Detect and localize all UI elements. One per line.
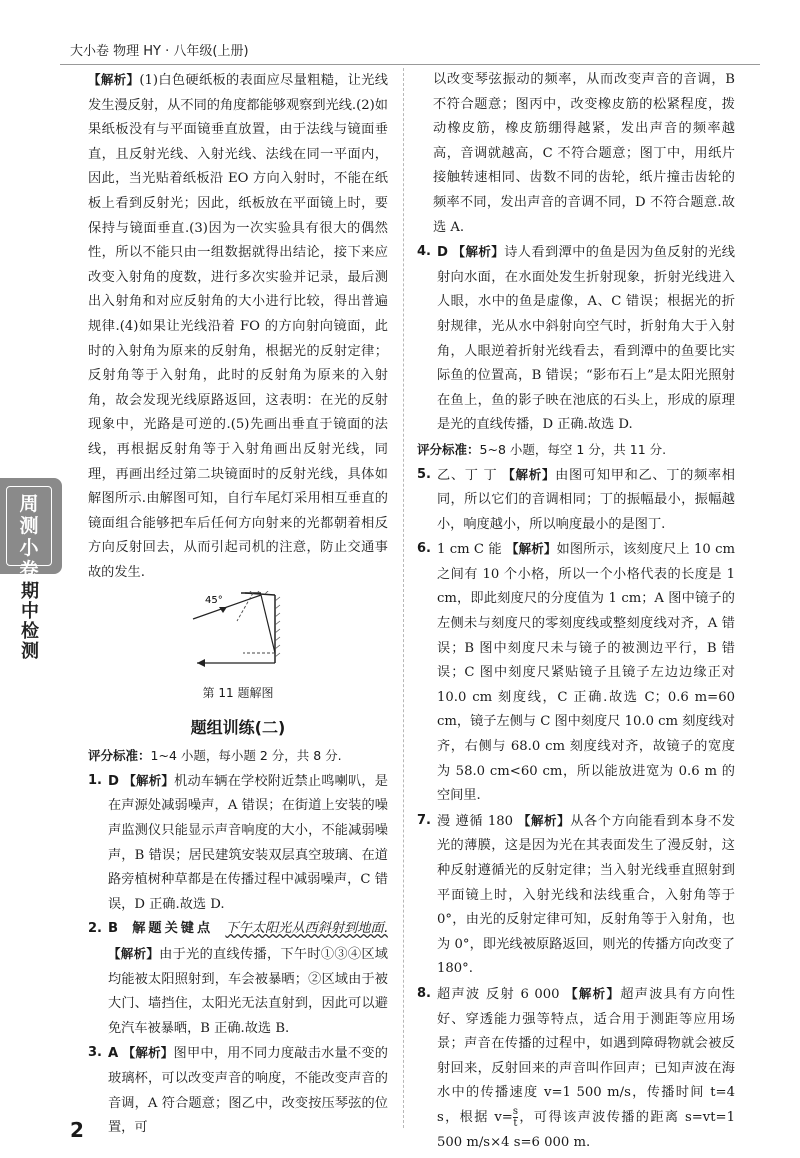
- side-section-label: [10, 582, 50, 662]
- side-tab-frame: [6, 486, 52, 581]
- key-point-text: 下午太阳光从西斜射到地面.: [225, 921, 388, 937]
- column-divider: [403, 68, 404, 1128]
- item-answer: 1 cm C 能: [436, 542, 502, 558]
- item-body: [437, 240, 735, 438]
- section-title: 题组训练(二): [190, 717, 286, 737]
- item-body: [437, 537, 735, 809]
- analysis-tag: 【解析】: [88, 72, 140, 87]
- item-number: 6.: [417, 541, 431, 557]
- side-tab-char: 测: [19, 515, 39, 537]
- analysis-tag: 【解析】: [505, 541, 557, 557]
- item-answer: D: [436, 245, 448, 261]
- normal-line-1: [237, 593, 253, 621]
- q11-analysis: [88, 68, 388, 585]
- side-label-char: 检: [21, 621, 39, 642]
- figure-caption: 第 11 题解图: [202, 686, 274, 701]
- side-tab-char: 小: [19, 537, 39, 559]
- side-label-char: 中: [21, 601, 39, 622]
- key-point-label: 解题关键点: [132, 921, 214, 937]
- answer-item-2: [88, 917, 388, 1041]
- page-number: 2: [70, 1118, 84, 1142]
- item-analysis: 以改变琴弦振动的频率，从而改变声音的音调，B 不符合题意；图丙中，改变橡皮筋的松紧程度，拨动橡皮筋，橡皮筋绷得越紧，发出声音的频率越高，音调就越高，C 不符合题意；图丁中，用纸片接触转速相同、齿数不同的齿轮，纸片撞击齿轮的频率不同，发出声音的音调不同，D 不符合题意.故选 A.: [433, 72, 735, 235]
- score-label: 评分标准：: [88, 748, 151, 764]
- item-answer: B: [107, 921, 119, 937]
- item-answer: D: [107, 773, 119, 789]
- item-analysis: 由图可知甲和乙、丁的频率相同，所以它们的音调相同；丁的振幅最小，振幅越小，响度越小，所以响度最小的是图丁.: [436, 467, 735, 532]
- side-tab-text: [7, 493, 51, 581]
- answer-item-3: [88, 1041, 388, 1140]
- analysis-tag: 【解析】: [452, 244, 505, 260]
- header-divider: [60, 64, 760, 65]
- item-body: [108, 769, 388, 918]
- item-number: 4.: [417, 244, 431, 260]
- analysis-tag: 【解析】: [517, 812, 571, 828]
- answer-item-6: [417, 537, 735, 809]
- analysis-tag: 【解析】: [565, 985, 621, 1001]
- item-analysis: 从各个方向能看到本身不发光的薄膜，这是因为光在其表面发生了漫反射，这种反射遵循光的反射定律；当入射光线垂直照射到平面镜上时，入射光线和法线重合，入射角等于 0°，由光的反射定律可知，反射角等于入射角，也为 0°，即光线被原路返回，则光的传播方向改变了 180°.: [436, 813, 735, 977]
- score-criteria: [88, 744, 388, 769]
- side-tab-char: 周: [19, 493, 39, 515]
- reflected-ray-1: [261, 595, 275, 653]
- score-text: 1~4 小题，每小题 2 分，共 8 分.: [150, 748, 342, 764]
- mirror-reflection-diagram: [183, 591, 293, 673]
- side-tab-char: 卷: [19, 559, 39, 581]
- q11-analysis-text: (1)白色硬纸板的表面应尽量粗糙，让光线发生漫反射，从不同的角度都能够观察到光线.(2)如果纸板没有与平面镜垂直放置，由于法线与镜面垂直，且反射光线、入射光线、法线在同一平面内，因此，当光贴着纸板沿 EO 方向入射时，不能在纸板上看到反射光；因此，纸板放在平面镜上时，要保持与镜面垂直.(3)因为一次实验具有很大的偶然性，所以不能只由一组数据就得出结论，接下来应改变入射角的度数，进行多次实验并记录，最后测出入射角和对应反射角的大小进行比较，得出普遍规律.(4)如果让光线沿着 FO 的方向射向镜面，此时的入射角为原来的反射角，根据光的反射定律；反射角等于入射角，此时的反射角为原来的入射角，故会发现光线原路返回，这表明：在光的反射现象中，光路是可逆的.(5)先画出垂直于镜面的法线，再根据反射角等于入射角画出反射光线，同理，再画出经过第二块镜面时的反射光线，具体如解图所示.由解图可知，自行车尾灯采用相互垂直的镜面组合能够把车后任何方向射来的光都朝着相反方向反射回去，从而引起司机的注意，防止交通事故的发生.: [88, 73, 388, 580]
- side-label-char: 测: [21, 641, 39, 662]
- item-analysis: 图甲中，用不同力度敲击水量不变的玻璃杯，可以改变声音的响度，不能改变声音的音调，A 符合题意；图乙中，改变按压琴弦的位置，可: [107, 1046, 388, 1136]
- item-answer: 漫 遵循 180: [436, 813, 514, 829]
- answer-item-1: [88, 769, 388, 918]
- item-analysis: 机动车辆在学校附近禁止鸣喇叭，是在声源处减弱噪声，A 错误；在街道上安装的噪声监测仪只能显示声音响度的大小，不能减弱噪声，B 错误；居民建筑安装双层真空玻璃、在道路旁植树种草都是在传播过程中减弱噪声，C 错误，D 正确.故选 D.: [107, 773, 388, 912]
- page-header: [70, 40, 760, 64]
- item-number: 1.: [88, 772, 102, 788]
- header-text: 大小卷 物理 HY · 八年级(上册): [70, 44, 249, 59]
- left-column: [88, 68, 388, 1141]
- item-body: [108, 917, 388, 1041]
- analysis-tag: 【解析】: [123, 772, 175, 788]
- item-body: [437, 982, 735, 1155]
- analysis-tag: 【解析】: [502, 466, 556, 482]
- score-label: 评分标准：: [417, 441, 480, 457]
- item-answer: 超声波 反射 6 000: [436, 986, 560, 1002]
- outgoing-arrow: [197, 659, 205, 667]
- item-analysis: 超声波具有方向性好、穿透能力强等特点，适合用于测距等应用场景；声音在传播的过程中，如遇到障碍物就会被反射回来，反射回来的声音叫作回声；已知声波在海水中的传播速度 v=1 500 m/s，传播时间 t=4 s，根据 v=: [436, 986, 735, 1125]
- answer-item-7: [417, 809, 735, 982]
- side-label-char: 期: [21, 581, 39, 602]
- answer-item-4: [417, 240, 735, 438]
- item-number: 7.: [417, 812, 431, 828]
- item-body: [108, 1041, 388, 1140]
- side-tab: [0, 478, 62, 581]
- angle-label: 45°: [205, 595, 223, 607]
- answer-item-8: [417, 982, 735, 1155]
- item-answer: A: [107, 1046, 119, 1062]
- score-text: 5~8 小题，每空 1 分，共 11 分.: [479, 441, 667, 457]
- analysis-tag: 【解析】: [107, 946, 160, 961]
- item-number: 3.: [88, 1045, 102, 1061]
- right-column: [417, 68, 735, 1155]
- item-number: 5.: [417, 466, 431, 482]
- item-answer: 乙、丁 丁: [436, 467, 498, 483]
- item-analysis: 如图所示，该刻度尺上 10 cm 之间有 10 个小格，所以一个小格代表的长度是 1 cm，即此刻度尺的分度值为 1 cm；A 图中镜子的左侧未与刻度尺的零刻度线或整刻度线对齐，A 错误；B 图中刻度尺未与镜子的被测边平行，B 错误；C 图中刻度尺紧贴镜子且镜子左边边缘正对 10.0 cm 刻度线，C 正确.故选 C；0.6 m=60 cm，镜子左侧与 C 图中刻度尺 10.0 cm 刻度线对齐，右侧与 68.0 cm 刻度线对齐，故镜子的宽度为 58.0 cm<60 cm，所以能放进宽为 0.6 m 的空间里.: [436, 542, 735, 804]
- analysis-tag: 【解析】: [122, 1045, 174, 1061]
- q3-continuation: [417, 68, 735, 240]
- score-criteria: [417, 438, 735, 463]
- fraction-denominator: t: [513, 1117, 518, 1129]
- item-body: [437, 809, 735, 982]
- item-analysis: 由于光的直线传播，下午时①③④区域均能被太阳照射到，车会被暴晒；②区域由于被大门、墙挡住，太阳光无法直射到，因此可以避免汽车被暴晒，B 正确.故选 B.: [107, 947, 388, 1036]
- item-number: 8.: [417, 985, 431, 1001]
- item-analysis: 诗人看到潭中的鱼是因为鱼反射的光线射向水面，在水面处发生折射现象，折射光线进入人眼，水中的鱼是虚像，A、C 错误；根据光的折射规律，光从水中斜射向空气时，折射角大于入射角，人眼逆着折射光线看去，看到潭中的鱼要比实际鱼的位置高，B 错误；“影布石上”是太阳光照射在鱼上，鱼的影子映在池底的石头上，形成的原理是光的直线传播，D 正确.故选 D.: [436, 245, 735, 433]
- item-analysis-end: ，可得该声波传播的距离 s=vt=1 500 m/s×4 s=6 000 m.: [436, 1109, 735, 1150]
- item-body: [437, 463, 735, 538]
- q11-figure: [88, 591, 388, 705]
- mirror-upper: [245, 593, 275, 595]
- fraction-numerator: s: [512, 1105, 518, 1117]
- answer-item-5: [417, 463, 735, 538]
- item-number: 2.: [88, 921, 102, 937]
